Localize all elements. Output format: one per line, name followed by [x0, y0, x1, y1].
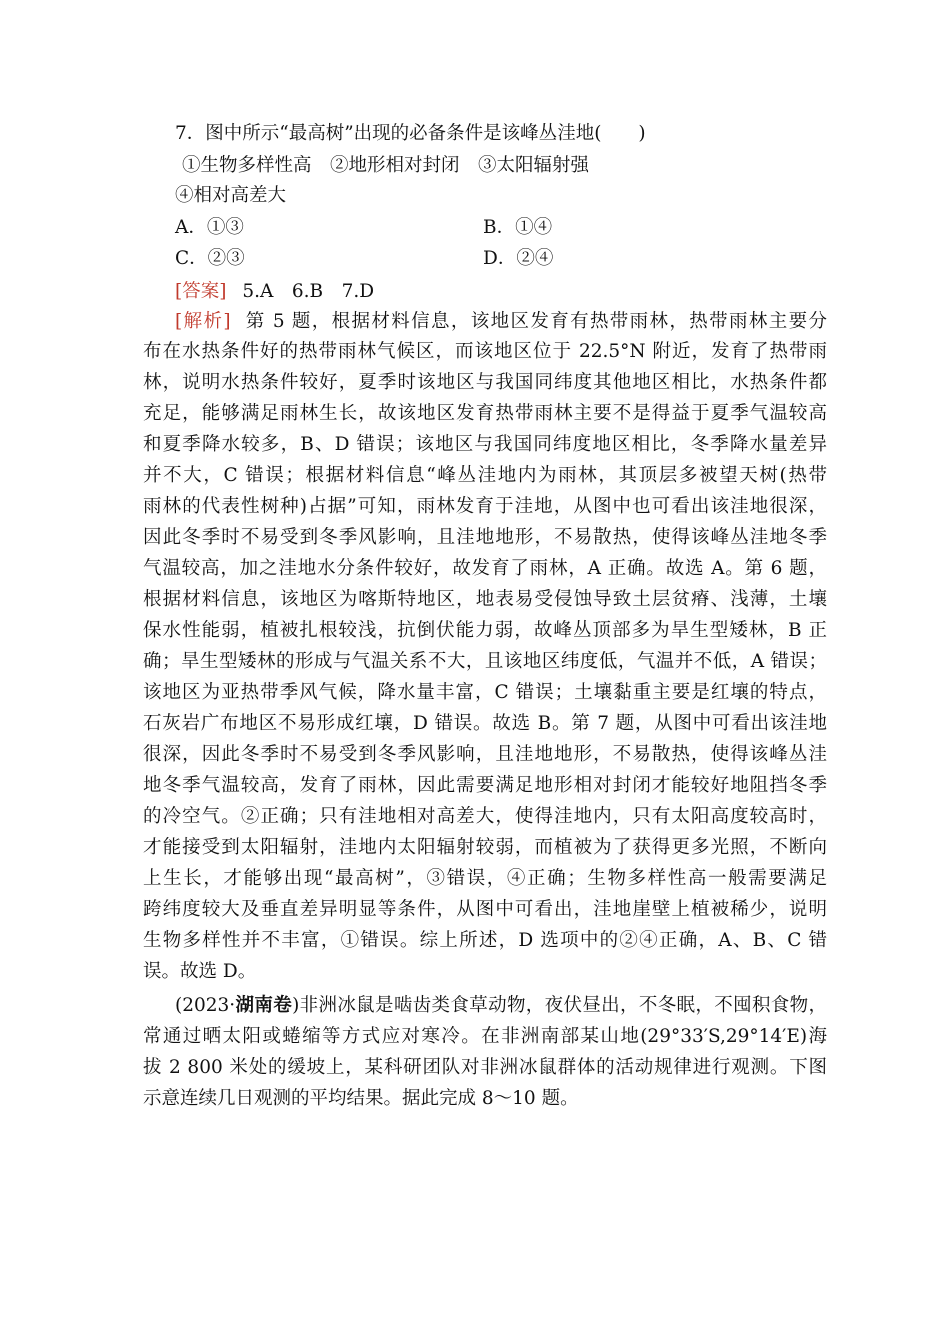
answer-text: 5.A 6.B 7.D	[242, 281, 375, 302]
analysis-line: 气温较高，加之洼地水分条件较好，故发育了雨林，A 正确。故选 A。第 6 题，	[143, 558, 827, 579]
analysis-line: 石灰岩广布地区不易形成红壤，D 错误。故选 B。第 7 题，从图中可看出该洼地	[143, 713, 827, 734]
option-a: A．①③	[175, 217, 244, 238]
option-d: D．②④	[483, 248, 554, 269]
analysis-line: 雨林的代表性树种)占据”可知，雨林发育于洼地，从图中也可看出该洼地很深，	[143, 496, 827, 517]
analysis-line: 并不大，C 错误；根据材料信息“峰丛洼地内为雨林，其顶层多被望天树(热带	[143, 465, 827, 486]
analysis-line: 地冬季气温较高，发育了雨林，因此需要满足地形相对封闭才能较好地阻挡冬季	[143, 775, 827, 796]
material-first-line	[175, 992, 827, 1019]
analysis-line: 因此冬季时不易受到冬季风影响，且洼地地形，不易散热，使得该峰丛洼地冬季	[143, 527, 827, 548]
material-source-year: (2023·	[175, 995, 236, 1016]
option-b: B．①④	[483, 217, 553, 238]
question-7-stem: 7．图中所示“最高树”出现的必备条件是该峰丛洼地( )	[175, 123, 646, 144]
analysis-line: 的冷空气。②正确；只有洼地相对高差大，使得洼地内，只有太阳高度较高时，	[143, 806, 827, 827]
answer-line	[175, 278, 374, 305]
question-7-conditions-line-2: ④相对高差大	[175, 185, 287, 206]
analysis-line: 很深，因此冬季时不易受到冬季风影响，且洼地地形，不易散热，使得该峰丛洼	[143, 744, 827, 765]
analysis-line: 跨纬度较大及垂直差异明显等条件，从图中可看出，洼地崖壁上植被稀少，说明	[143, 899, 827, 920]
analysis-first-line-text: 第 5 题，根据材料信息，该地区发育有热带雨林，热带雨林主要分	[245, 311, 827, 332]
analysis-line: 才能接受到太阳辐射，洼地内太阳辐射较弱，而植被为了获得更多光照，不断向	[143, 837, 827, 858]
material-line: 拔 2 800 米处的缓坡上，某科研团队对非洲冰鼠群体的活动规律进行观测。下图	[143, 1057, 827, 1078]
material-line: 示意连续几日观测的平均结果。据此完成 8～10 题。	[143, 1088, 579, 1109]
analysis-line: 和夏季降水较多，B、D 错误；该地区与我国同纬度地区相比，冬季降水量差异	[143, 434, 827, 455]
analysis-line: 林，说明水热条件较好，夏季时该地区与我国同纬度其他地区相比，水热条件都	[143, 372, 827, 393]
analysis-line: 保水性能弱，植被扎根较浅，抗倒伏能力弱，故峰丛顶部多为旱生型矮林，B 正	[143, 620, 827, 641]
analysis-line: 布在水热条件好的热带雨林气候区，而该地区位于 22.5°N 附近，发育了热带雨	[143, 341, 827, 362]
material-line: 常通过晒太阳或蜷缩等方式应对寒冷。在非洲南部某山地(29°33′S,29°14′E)海	[143, 1026, 827, 1047]
option-c: C．②③	[175, 248, 245, 269]
analysis-tag: [解析]	[175, 311, 231, 332]
analysis-line: 根据材料信息，该地区为喀斯特地区，地表易受侵蚀导致土层贫瘠、浅薄，土壤	[143, 589, 827, 610]
question-7-conditions-line-1: ①生物多样性高 ②地形相对封闭 ③太阳辐射强	[182, 155, 590, 176]
analysis-first-line	[175, 308, 827, 335]
analysis-line: 误。故选 D。	[143, 961, 257, 982]
analysis-line: 确；旱生型矮林的形成与气温关系不大，且该地区纬度低，气温并不低，A 错误；	[143, 651, 827, 672]
analysis-line: 生物多样性并不丰富，①错误。综上所述，D 选项中的②④正确，A、B、C 错	[143, 930, 827, 951]
analysis-line: 该地区为亚热带季风气候，降水量丰富，C 错误；土壤黏重主要是红壤的特点，	[143, 682, 827, 703]
material-first-line-text: )非洲冰鼠是啮齿类食草动物，夜伏昼出，不冬眠，不囤积食物，	[292, 995, 827, 1016]
answer-tag: [答案]	[175, 281, 227, 302]
analysis-line: 上生长，才能够出现“最高树”，③错误，④正确；生物多样性高一般需要满足	[143, 868, 827, 889]
analysis-line: 充足，能够满足雨林生长，故该地区发育热带雨林主要不是得益于夏季气温较高	[143, 403, 827, 424]
material-source-name: 湖南卷	[235, 995, 293, 1016]
